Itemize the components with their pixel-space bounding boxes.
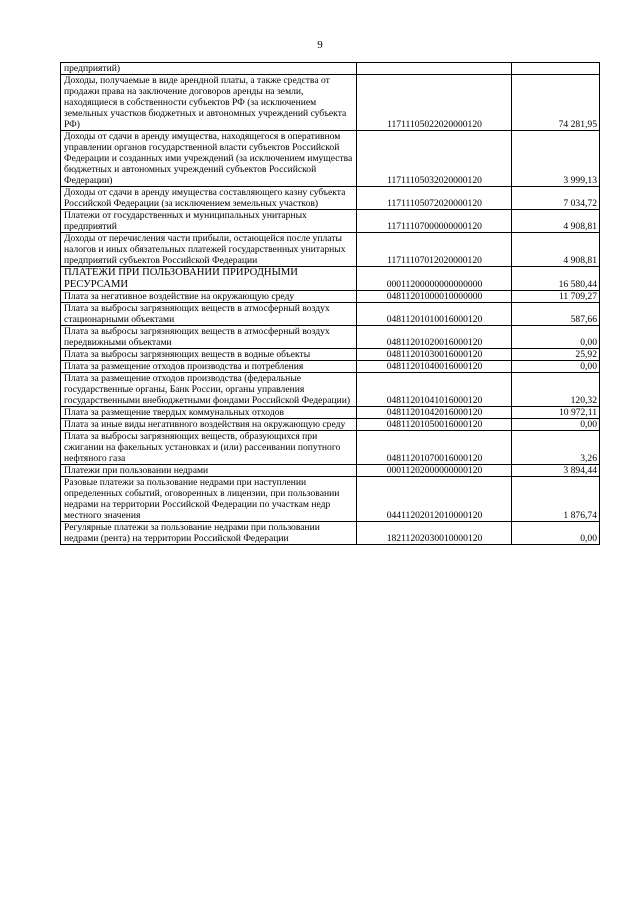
revenue-table-body xyxy=(61,63,600,545)
table-row xyxy=(61,349,600,361)
budget-code-cell xyxy=(357,63,512,75)
table-row xyxy=(61,187,600,210)
budget-code-cell: 11711105072020000120 xyxy=(357,187,512,210)
table-row xyxy=(61,75,600,131)
table-row xyxy=(61,477,600,522)
table-row xyxy=(61,361,600,373)
amount-cell xyxy=(512,63,600,75)
amount-cell: 0,00 xyxy=(512,522,600,545)
revenue-name-cell: Регулярные платежи за пользование недрами при пользовании недрами (рента) на территории Российской Федерации xyxy=(61,522,357,545)
budget-code-cell: 11711107000000000120 xyxy=(357,210,512,233)
table-row xyxy=(61,419,600,431)
amount-cell: 0,00 xyxy=(512,419,600,431)
budget-code-cell: 18211202030010000120 xyxy=(357,522,512,545)
budget-code-cell: 00011200000000000000 xyxy=(357,267,512,291)
revenue-name-cell: ПЛАТЕЖИ ПРИ ПОЛЬЗОВАНИИ ПРИРОДНЫМИ РЕСУРСАМИ xyxy=(61,267,357,291)
revenue-name-cell: Доходы от сдачи в аренду имущества, находящегося в оперативном управлении органов государственной власти субъектов Российской Федерации и созданных ими учреждений (за исключением имущества бюджетных и автономных учреждений субъектов Российской Федерации) xyxy=(61,131,357,187)
amount-cell: 120,32 xyxy=(512,373,600,407)
revenue-name-cell: Плата за размещение отходов производства и потребления xyxy=(61,361,357,373)
table-row xyxy=(61,267,600,291)
budget-code-cell: 04811201030016000120 xyxy=(357,349,512,361)
table-row xyxy=(61,210,600,233)
table-row xyxy=(61,303,600,326)
table-row xyxy=(61,291,600,303)
revenue-name-cell: Разовые платежи за пользование недрами при наступлении определенных событий, оговоренных в лицензии, при пользовании недрами на территории Российской Федерации по участкам недр местного значения xyxy=(61,477,357,522)
amount-cell: 587,66 xyxy=(512,303,600,326)
table-row xyxy=(61,465,600,477)
amount-cell: 10 972,11 xyxy=(512,407,600,419)
amount-cell: 3,26 xyxy=(512,431,600,465)
budget-code-cell: 04811201042016000120 xyxy=(357,407,512,419)
revenue-name-cell: Плата за размещение твердых коммунальных отходов xyxy=(61,407,357,419)
revenue-name-cell: Плата за размещение отходов производства (федеральные государственные органы, Банк России, органы управления государственными внебюджетными фондами Российской Федерации) xyxy=(61,373,357,407)
revenue-name-cell: Доходы, получаемые в виде арендной платы, а также средства от продажи права на заключение договоров аренды на земли, находящиеся в собственности субъектов РФ (за исключением земельных участков бюджетных и автономных учреждений субъекта РФ) xyxy=(61,75,357,131)
budget-code-cell: 11711105022020000120 xyxy=(357,75,512,131)
revenue-name-cell: предприятий) xyxy=(61,63,357,75)
revenue-name-cell: Платежи при пользовании недрами xyxy=(61,465,357,477)
budget-code-cell: 04811201020016000120 xyxy=(357,326,512,349)
budget-code-cell: 04811201041016000120 xyxy=(357,373,512,407)
table-row xyxy=(61,522,600,545)
budget-code-cell: 04811201050016000120 xyxy=(357,419,512,431)
amount-cell: 4 908,81 xyxy=(512,233,600,267)
revenue-name-cell: Доходы от сдачи в аренду имущества составляющего казну субъекта Российской Федерации (за исключением земельных участков) xyxy=(61,187,357,210)
table-row xyxy=(61,233,600,267)
revenue-name-cell: Плата за выбросы загрязняющих веществ в атмосферный воздух передвижными объектами xyxy=(61,326,357,349)
table-row xyxy=(61,326,600,349)
revenue-name-cell: Платежи от государственных и муниципальных унитарных предприятий xyxy=(61,210,357,233)
budget-code-cell: 04811201000010000000 xyxy=(357,291,512,303)
table-row xyxy=(61,431,600,465)
amount-cell: 16 580,44 xyxy=(512,267,600,291)
revenue-table xyxy=(60,62,600,545)
revenue-name-cell: Плата за выбросы загрязняющих веществ в атмосферный воздух стационарными объектами xyxy=(61,303,357,326)
amount-cell: 3 894,44 xyxy=(512,465,600,477)
amount-cell: 25,92 xyxy=(512,349,600,361)
budget-code-cell: 04811201040016000120 xyxy=(357,361,512,373)
amount-cell: 3 999,13 xyxy=(512,131,600,187)
amount-cell: 1 876,74 xyxy=(512,477,600,522)
table-row xyxy=(61,407,600,419)
page-number: 9 xyxy=(317,39,323,51)
budget-code-cell: 11711105032020000120 xyxy=(357,131,512,187)
amount-cell: 7 034,72 xyxy=(512,187,600,210)
revenue-name-cell: Плата за выбросы загрязняющих веществ, образующихся при сжигании на факельных установках и (или) рассеивании попутного нефтяного газа xyxy=(61,431,357,465)
revenue-name-cell: Плата за иные виды негативного воздействия на окружающую среду xyxy=(61,419,357,431)
budget-code-cell: 04811201070016000120 xyxy=(357,431,512,465)
budget-code-cell: 11711107012020000120 xyxy=(357,233,512,267)
revenue-name-cell: Доходы от перечисления части прибыли, остающейся после уплаты налогов и иных обязательных платежей государственных унитарных предприятий субъектов Российской Федерации xyxy=(61,233,357,267)
budget-code-cell: 04411202012010000120 xyxy=(357,477,512,522)
table-row xyxy=(61,131,600,187)
revenue-name-cell: Плата за выбросы загрязняющих веществ в водные объекты xyxy=(61,349,357,361)
amount-cell: 4 908,81 xyxy=(512,210,600,233)
amount-cell: 74 281,95 xyxy=(512,75,600,131)
budget-code-cell: 00011202000000000120 xyxy=(357,465,512,477)
amount-cell: 0,00 xyxy=(512,326,600,349)
amount-cell: 0,00 xyxy=(512,361,600,373)
amount-cell: 11 709,27 xyxy=(512,291,600,303)
table-row xyxy=(61,63,600,75)
budget-code-cell: 04811201010016000120 xyxy=(357,303,512,326)
table-row xyxy=(61,373,600,407)
revenue-name-cell: Плата за негативное воздействие на окружающую среду xyxy=(61,291,357,303)
